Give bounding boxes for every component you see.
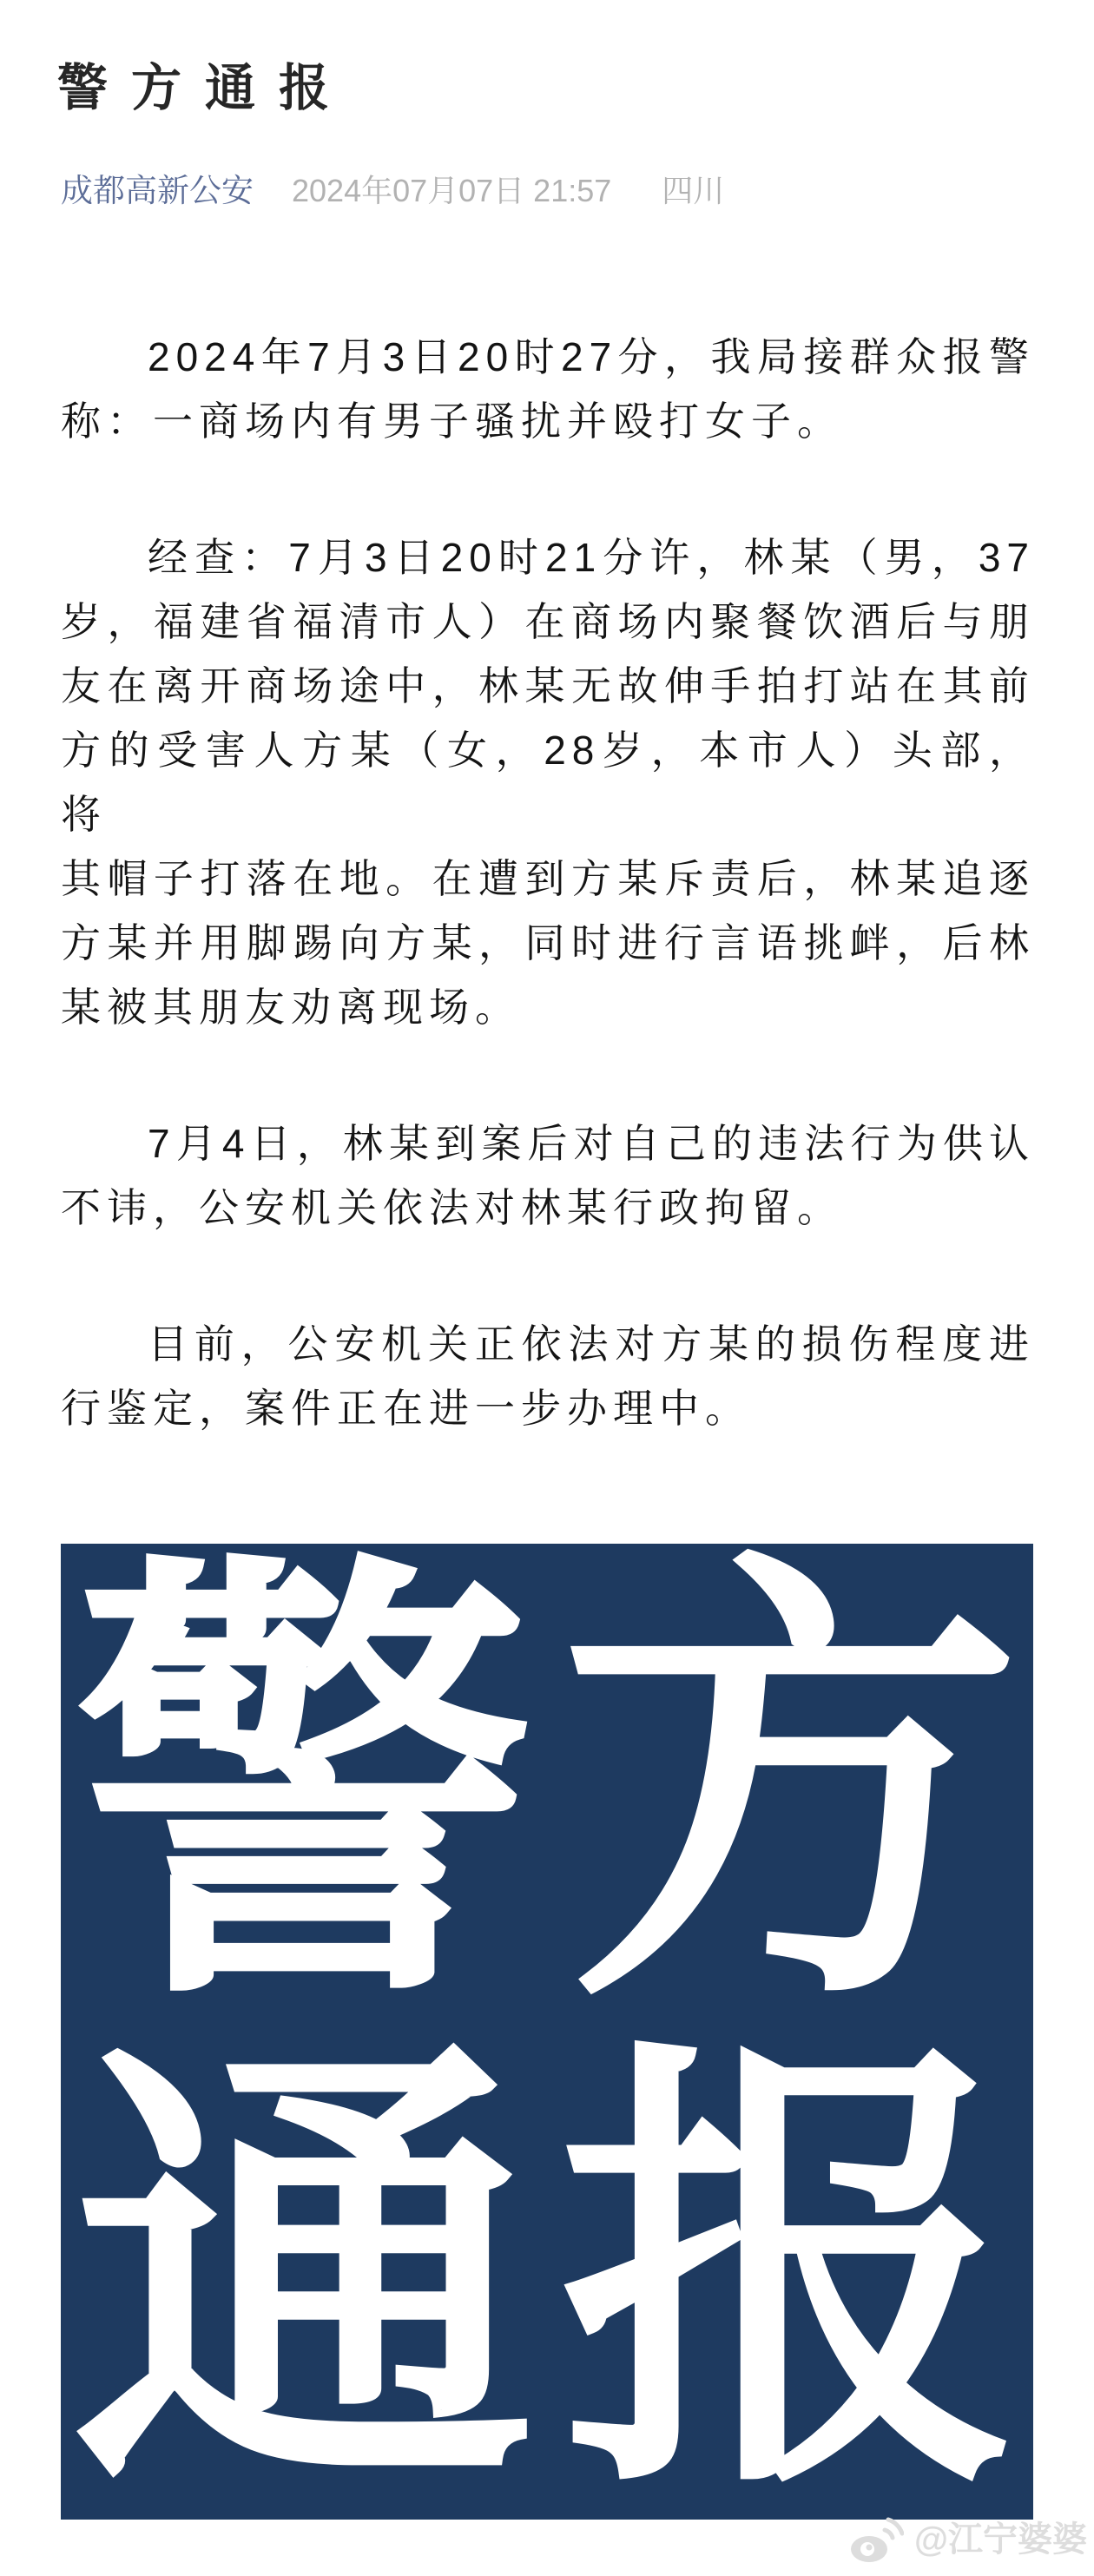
article-line: 方某并用脚踢向方某，同时进行言语挑衅，后林: [61, 920, 1035, 965]
paragraph: [61, 325, 1035, 453]
watermark: [848, 2512, 1087, 2567]
watermark-text: @江宁婆婆: [913, 2520, 1087, 2559]
article-line: 目前，公安机关正依法对方某的损伤程度进: [148, 1321, 1035, 1367]
page-title: 警方通报: [57, 60, 353, 116]
paragraph: [61, 1312, 1035, 1440]
author-link[interactable]: 成都高新公安: [61, 173, 254, 208]
article-line: 岁，福建省福清市人）在商场内聚餐饮酒后与朋: [61, 599, 1035, 644]
police-notice-image[interactable]: [61, 1529, 1033, 2533]
post-timestamp: 2024年07月07日 21:57: [292, 173, 612, 208]
post-region: 四川: [662, 173, 725, 208]
paragraph: [61, 525, 1035, 1039]
poster-char: 通: [73, 2017, 535, 2533]
article-line: 7月4日，林某到案后对自己的违法行为供认: [148, 1121, 1035, 1166]
poster-char: 方: [559, 1529, 1021, 2046]
article-line: 2024年7月3日20时27分，我局接群众报警: [148, 334, 1035, 379]
article-line: 行鉴定，案件正在进一步办理中。: [61, 1386, 751, 1431]
article-line: 某被其朋友劝离现场。: [61, 985, 521, 1030]
weibo-icon: [848, 2515, 904, 2564]
article-line: 称：一商场内有男子骚扰并殴打女子。: [61, 399, 843, 444]
byline: [61, 172, 1042, 210]
poster-char: 报: [559, 2017, 1021, 2533]
article-line: 经查：7月3日20时21分许，林某（男，37: [148, 535, 1035, 580]
article-line: 友在离开商场途中，林某无故伸手拍打站在其前: [61, 663, 1035, 708]
article-line: 不讳，公安机关依法对林某行政拘留。: [61, 1185, 843, 1230]
poster-char: 警: [73, 1529, 535, 2046]
article-line: 方的受害人方某（女，28岁，本市人）头部，将: [61, 728, 1035, 837]
article-body: [61, 325, 1035, 1440]
article-line: 其帽子打落在地。在遭到方某斥责后，林某追逐: [61, 856, 1035, 901]
paragraph: [61, 1111, 1035, 1240]
